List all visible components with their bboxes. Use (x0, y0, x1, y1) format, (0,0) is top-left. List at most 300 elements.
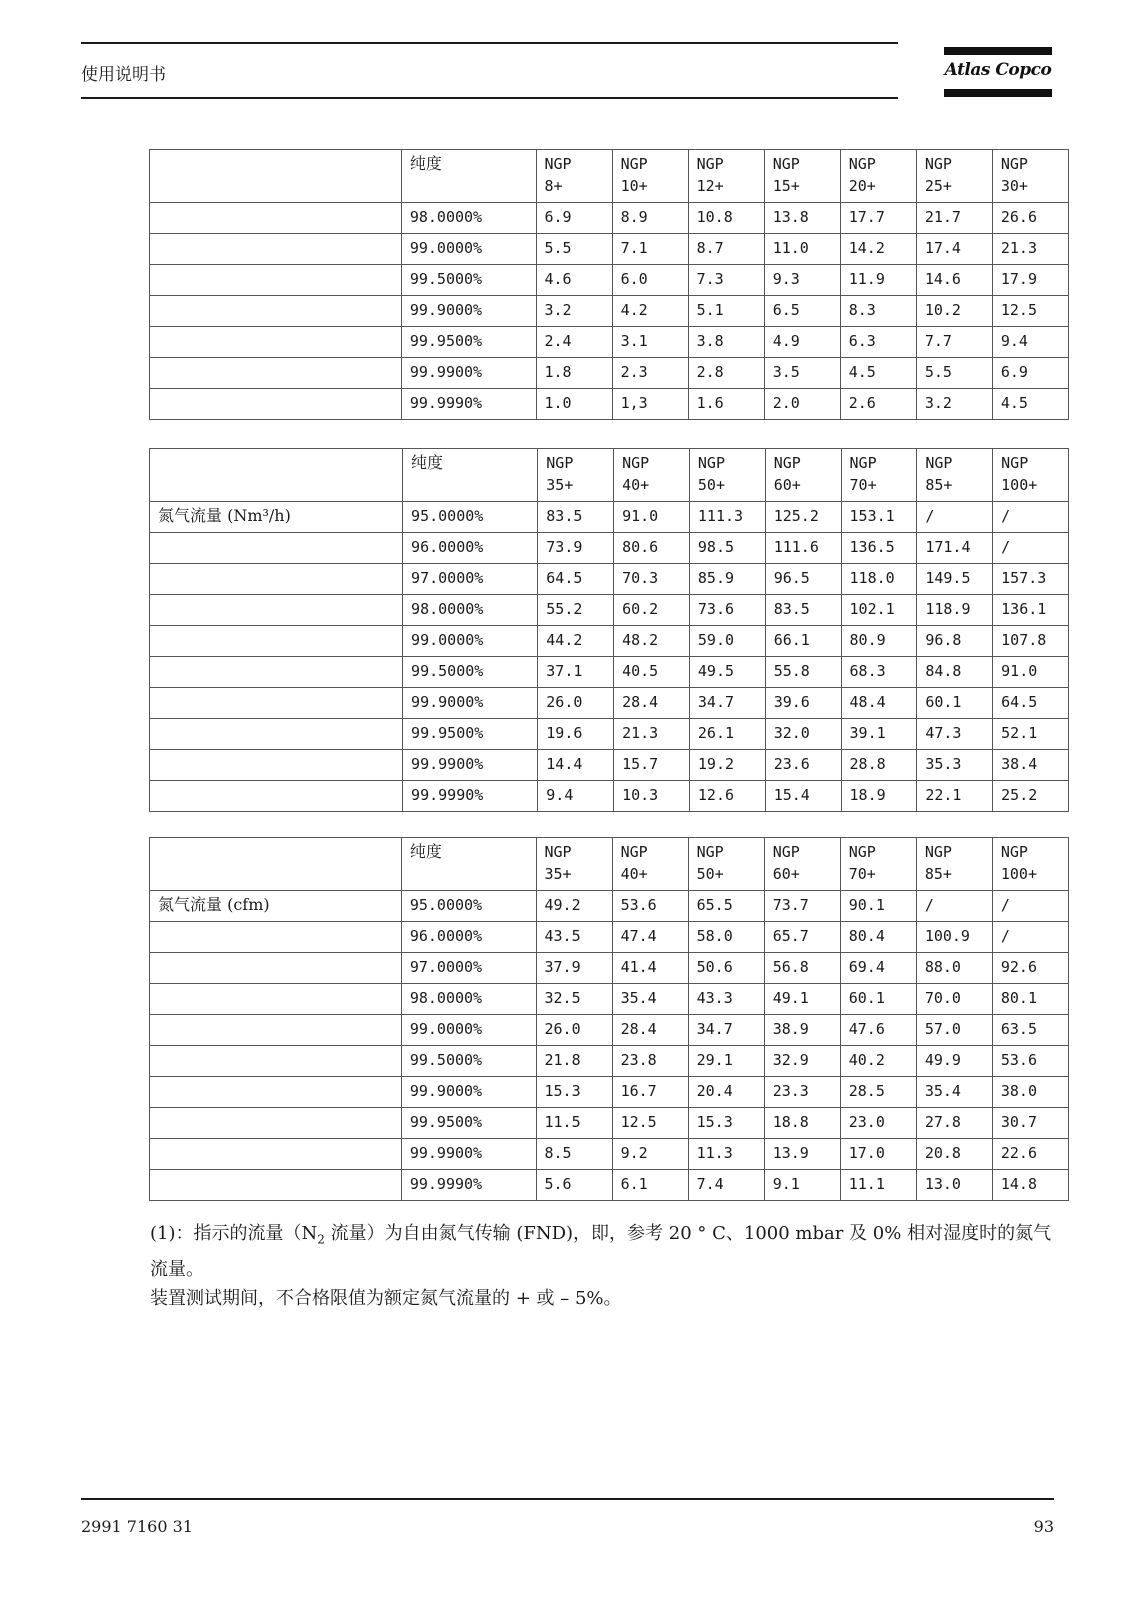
flow-value-cell: 125.2 (765, 502, 841, 533)
flow-value-cell: 32.5 (536, 984, 612, 1015)
flow-value-cell: 91.0 (993, 657, 1069, 688)
table-row (150, 265, 1069, 296)
flow-value-cell: 48.4 (841, 688, 917, 719)
flow-value-cell: 28.4 (614, 688, 690, 719)
flow-value-cell: 9.2 (612, 1139, 688, 1170)
flow-value-cell: 25.2 (993, 781, 1069, 812)
flow-value-cell: 111.3 (689, 502, 765, 533)
row-label-cell (150, 203, 402, 234)
flow-value-cell: 41.4 (612, 953, 688, 984)
flow-value-cell: 83.5 (765, 595, 841, 626)
flow-value-cell: 38.4 (993, 750, 1069, 781)
flow-value-cell: 48.2 (614, 626, 690, 657)
model-header-cell: NGP 70+ (841, 449, 917, 502)
flow-value-cell: 38.0 (992, 1077, 1068, 1108)
flow-value-cell: 12.5 (992, 296, 1068, 327)
purity-cell: 99.9000% (401, 1077, 536, 1108)
model-header-cell: NGP 15+ (764, 150, 840, 203)
flow-value-cell: 6.1 (612, 1170, 688, 1201)
table-row (150, 1046, 1069, 1077)
row-label-cell (150, 984, 402, 1015)
flow-value-cell: 83.5 (538, 502, 614, 533)
table-body (150, 150, 1069, 420)
purity-cell: 99.9500% (401, 1108, 536, 1139)
model-header-cell: NGP 30+ (992, 150, 1068, 203)
row-label-cell (150, 358, 402, 389)
flow-value-cell: 47.6 (840, 1015, 916, 1046)
flow-value-cell: 6.9 (992, 358, 1068, 389)
flow-value-cell: 50.6 (688, 953, 764, 984)
flow-value-cell: 4.5 (840, 358, 916, 389)
flow-value-cell: 6.5 (764, 296, 840, 327)
flow-value-cell: 157.3 (993, 564, 1069, 595)
document-number: 2991 7160 31 (81, 1517, 193, 1536)
row-label-cell (150, 750, 403, 781)
purity-cell: 98.0000% (401, 203, 536, 234)
flow-value-cell: 53.6 (612, 891, 688, 922)
flow-value-cell: 149.5 (917, 564, 993, 595)
purity-cell: 99.9900% (401, 358, 536, 389)
flow-value-cell: 3.2 (916, 389, 992, 420)
footnote-tolerance: 装置测试期间，不合格限值为额定氮气流量的 + 或 – 5%。 (150, 1288, 622, 1309)
model-header-cell: NGP 35+ (536, 838, 612, 891)
flow-value-cell: 7.1 (612, 234, 688, 265)
logo-bar-top (944, 47, 1052, 55)
flow-value-cell: 153.1 (841, 502, 917, 533)
flow-value-cell: 65.7 (764, 922, 840, 953)
flow-value-cell: 52.1 (993, 719, 1069, 750)
flow-value-cell: 64.5 (993, 688, 1069, 719)
row-label-cell (150, 1139, 402, 1170)
model-header-cell: NGP 100+ (993, 449, 1069, 502)
model-header-cell: NGP 20+ (840, 150, 916, 203)
flow-value-cell: 70.0 (916, 984, 992, 1015)
flow-value-cell: 60.1 (840, 984, 916, 1015)
flow-value-cell: 23.0 (840, 1108, 916, 1139)
table-row (150, 1170, 1069, 1201)
note-subscript: 2 (317, 1232, 325, 1247)
flow-value-cell: 19.6 (538, 719, 614, 750)
purity-cell: 99.0000% (401, 1015, 536, 1046)
purity-cell: 99.9500% (401, 327, 536, 358)
row-label-cell: 氮气流量 (cfm) (150, 891, 402, 922)
flow-value-cell: 56.8 (764, 953, 840, 984)
flow-value-cell: 3.1 (612, 327, 688, 358)
flow-value-cell: 13.8 (764, 203, 840, 234)
note-text: 流量）为自由氮气传输 (FND)，即，参考 20 ° C、1000 mbar 及 0% 相对湿度时的氮气流量。 (150, 1223, 1052, 1280)
flow-value-cell: 2.3 (612, 358, 688, 389)
flow-value-cell: 1.6 (688, 389, 764, 420)
flow-value-cell: 35.4 (916, 1077, 992, 1108)
row-label-cell (150, 781, 403, 812)
flow-value-cell: / (992, 922, 1068, 953)
flow-value-cell: 28.5 (840, 1077, 916, 1108)
page-number: 93 (1033, 1517, 1054, 1536)
flow-value-cell: 14.8 (992, 1170, 1068, 1201)
flow-value-cell: 26.6 (992, 203, 1068, 234)
flow-value-cell: 60.1 (917, 688, 993, 719)
table-row (150, 781, 1069, 812)
purity-cell: 99.9900% (403, 750, 538, 781)
flow-value-cell: 2.4 (536, 327, 612, 358)
flow-value-cell: 18.9 (841, 781, 917, 812)
flow-value-cell: 4.5 (992, 389, 1068, 420)
flow-value-cell: 18.8 (764, 1108, 840, 1139)
footer-rule (81, 1498, 1054, 1500)
flow-value-cell: / (917, 502, 993, 533)
row-label-cell (150, 688, 403, 719)
purity-cell: 99.9900% (401, 1139, 536, 1170)
flow-value-cell: 3.5 (764, 358, 840, 389)
flow-value-cell: 91.0 (614, 502, 690, 533)
flow-value-cell: 47.4 (612, 922, 688, 953)
flow-value-cell: / (916, 891, 992, 922)
flow-value-cell: 8.9 (612, 203, 688, 234)
flow-value-cell: 1,3 (612, 389, 688, 420)
flow-value-cell: / (992, 891, 1068, 922)
header-blank-cell (150, 150, 402, 203)
purity-cell: 99.9990% (401, 389, 536, 420)
table-row (150, 1015, 1069, 1046)
row-label-cell (150, 595, 403, 626)
table-row (150, 922, 1069, 953)
flow-value-cell: 26.0 (536, 1015, 612, 1046)
flow-value-cell: 3.2 (536, 296, 612, 327)
flow-value-cell: 32.9 (764, 1046, 840, 1077)
flow-value-cell: 6.9 (536, 203, 612, 234)
flow-value-cell: 17.7 (840, 203, 916, 234)
table-row (150, 564, 1069, 595)
purity-cell: 96.0000% (401, 922, 536, 953)
header-rule-bottom (81, 97, 898, 99)
flow-value-cell: 98.5 (689, 533, 765, 564)
flow-value-cell: 11.3 (688, 1139, 764, 1170)
flow-value-cell: 8.5 (536, 1139, 612, 1170)
table-row (150, 389, 1069, 420)
table-row (150, 657, 1069, 688)
purity-cell: 99.9000% (401, 296, 536, 327)
flow-value-cell: 102.1 (841, 595, 917, 626)
flow-value-cell: 34.7 (689, 688, 765, 719)
purity-cell: 99.0000% (401, 234, 536, 265)
footnote-flow-definition (150, 1219, 1055, 1284)
flow-value-cell: 49.2 (536, 891, 612, 922)
flow-value-cell: 14.6 (916, 265, 992, 296)
model-header-cell: NGP 50+ (688, 838, 764, 891)
flow-value-cell: / (993, 502, 1069, 533)
model-header-cell: NGP 60+ (764, 838, 840, 891)
flow-value-cell: 21.8 (536, 1046, 612, 1077)
flow-value-cell: / (993, 533, 1069, 564)
purity-cell: 99.9500% (403, 719, 538, 750)
row-label-cell (150, 953, 402, 984)
flow-value-cell: 40.5 (614, 657, 690, 688)
model-header-cell: NGP 25+ (916, 150, 992, 203)
flow-value-cell: 23.3 (764, 1077, 840, 1108)
flow-value-cell: 1.0 (536, 389, 612, 420)
flow-value-cell: 7.4 (688, 1170, 764, 1201)
purity-cell: 99.0000% (403, 626, 538, 657)
purity-cell: 99.5000% (403, 657, 538, 688)
row-label-cell (150, 234, 402, 265)
model-header-cell: NGP 35+ (538, 449, 614, 502)
flow-value-cell: 28.8 (841, 750, 917, 781)
table-row (150, 953, 1069, 984)
flow-value-cell: 37.9 (536, 953, 612, 984)
model-header-cell: NGP 100+ (992, 838, 1068, 891)
flow-value-cell: 84.8 (917, 657, 993, 688)
header-title: 使用说明书 (81, 65, 166, 85)
flow-value-cell: 8.7 (688, 234, 764, 265)
table-row (150, 1077, 1069, 1108)
flow-value-cell: 13.9 (764, 1139, 840, 1170)
purity-header-cell: 纯度 (403, 449, 538, 502)
flow-value-cell: 26.1 (689, 719, 765, 750)
row-label-cell (150, 327, 402, 358)
flow-value-cell: 7.7 (916, 327, 992, 358)
flow-value-cell: 10.8 (688, 203, 764, 234)
flow-value-cell: 35.4 (612, 984, 688, 1015)
flow-value-cell: 5.5 (916, 358, 992, 389)
header-blank-cell (150, 838, 402, 891)
flow-value-cell: 70.3 (614, 564, 690, 595)
flow-value-cell: 5.5 (536, 234, 612, 265)
flow-value-cell: 66.1 (765, 626, 841, 657)
flow-value-cell: 69.4 (840, 953, 916, 984)
flow-value-cell: 6.3 (840, 327, 916, 358)
flow-value-cell: 9.3 (764, 265, 840, 296)
table-row (150, 1139, 1069, 1170)
flow-value-cell: 55.8 (765, 657, 841, 688)
flow-value-cell: 80.4 (840, 922, 916, 953)
model-header-cell: NGP 8+ (536, 150, 612, 203)
flow-value-cell: 58.0 (688, 922, 764, 953)
table-row (150, 327, 1069, 358)
flow-value-cell: 27.8 (916, 1108, 992, 1139)
row-label-cell (150, 265, 402, 296)
table-header-row (150, 838, 1069, 891)
atlas-copco-logo (944, 47, 1052, 99)
flow-value-cell: 57.0 (916, 1015, 992, 1046)
model-header-cell: NGP 85+ (916, 838, 992, 891)
purity-cell: 99.9000% (403, 688, 538, 719)
flow-value-cell: 5.6 (536, 1170, 612, 1201)
model-header-cell: NGP 50+ (689, 449, 765, 502)
purity-cell: 95.0000% (401, 891, 536, 922)
flow-value-cell: 10.2 (916, 296, 992, 327)
flow-value-cell: 17.0 (840, 1139, 916, 1170)
flow-value-cell: 21.3 (614, 719, 690, 750)
row-label-cell (150, 1046, 402, 1077)
flow-value-cell: 100.9 (916, 922, 992, 953)
flow-value-cell: 22.1 (917, 781, 993, 812)
flow-value-cell: 136.1 (993, 595, 1069, 626)
flow-value-cell: 3.8 (688, 327, 764, 358)
flow-value-cell: 14.2 (840, 234, 916, 265)
model-header-cell: NGP 85+ (917, 449, 993, 502)
table-row (150, 296, 1069, 327)
table-header-row (150, 150, 1069, 203)
flow-table-cfm (149, 837, 1069, 1201)
flow-value-cell: 4.6 (536, 265, 612, 296)
flow-value-cell: 26.0 (538, 688, 614, 719)
table-row (150, 502, 1069, 533)
table-row (150, 750, 1069, 781)
flow-value-cell: 32.0 (765, 719, 841, 750)
flow-value-cell: 4.9 (764, 327, 840, 358)
flow-value-cell: 37.1 (538, 657, 614, 688)
flow-value-cell: 43.5 (536, 922, 612, 953)
flow-value-cell: 38.9 (764, 1015, 840, 1046)
row-label-cell (150, 296, 402, 327)
flow-value-cell: 63.5 (992, 1015, 1068, 1046)
table-row (150, 533, 1069, 564)
purity-table-ngp-8-30 (149, 149, 1069, 420)
flow-value-cell: 118.9 (917, 595, 993, 626)
flow-value-cell: 53.6 (992, 1046, 1068, 1077)
flow-value-cell: 2.6 (840, 389, 916, 420)
flow-value-cell: 16.7 (612, 1077, 688, 1108)
flow-value-cell: 88.0 (916, 953, 992, 984)
flow-value-cell: 20.4 (688, 1077, 764, 1108)
model-header-cell: NGP 40+ (612, 838, 688, 891)
flow-value-cell: 35.3 (917, 750, 993, 781)
flow-value-cell: 8.3 (840, 296, 916, 327)
flow-value-cell: 73.7 (764, 891, 840, 922)
purity-cell: 98.0000% (401, 984, 536, 1015)
flow-value-cell: 7.3 (688, 265, 764, 296)
flow-value-cell: 39.6 (765, 688, 841, 719)
row-label-cell (150, 1015, 402, 1046)
table-row (150, 358, 1069, 389)
flow-value-cell: 55.2 (538, 595, 614, 626)
flow-value-cell: 15.7 (614, 750, 690, 781)
flow-value-cell: 23.8 (612, 1046, 688, 1077)
flow-value-cell: 73.9 (538, 533, 614, 564)
flow-value-cell: 73.6 (689, 595, 765, 626)
flow-value-cell: 28.4 (612, 1015, 688, 1046)
table-row (150, 688, 1069, 719)
row-label-cell (150, 1077, 402, 1108)
flow-value-cell: 21.7 (916, 203, 992, 234)
logo-bar-bottom (944, 89, 1052, 97)
flow-value-cell: 29.1 (688, 1046, 764, 1077)
flow-value-cell: 11.1 (840, 1170, 916, 1201)
purity-cell: 98.0000% (403, 595, 538, 626)
table-row (150, 203, 1069, 234)
flow-value-cell: 17.4 (916, 234, 992, 265)
table-row (150, 626, 1069, 657)
row-label-cell (150, 719, 403, 750)
flow-value-cell: 1.8 (536, 358, 612, 389)
flow-value-cell: 49.5 (689, 657, 765, 688)
purity-cell: 99.5000% (401, 1046, 536, 1077)
flow-value-cell: 49.1 (764, 984, 840, 1015)
flow-value-cell: 34.7 (688, 1015, 764, 1046)
flow-value-cell: 14.4 (538, 750, 614, 781)
flow-value-cell: 15.3 (536, 1077, 612, 1108)
row-label-cell (150, 1170, 402, 1201)
flow-value-cell: 11.0 (764, 234, 840, 265)
flow-value-cell: 15.3 (688, 1108, 764, 1139)
flow-value-cell: 4.2 (612, 296, 688, 327)
flow-value-cell: 13.0 (916, 1170, 992, 1201)
flow-value-cell: 20.8 (916, 1139, 992, 1170)
flow-value-cell: 2.0 (764, 389, 840, 420)
table-row (150, 595, 1069, 626)
note-text: (1)：指示的流量（N (150, 1223, 318, 1244)
purity-header-cell: 纯度 (401, 150, 536, 203)
model-header-cell: NGP 60+ (765, 449, 841, 502)
flow-value-cell: 9.1 (764, 1170, 840, 1201)
purity-cell: 99.5000% (401, 265, 536, 296)
flow-value-cell: 96.8 (917, 626, 993, 657)
model-header-cell: NGP 40+ (614, 449, 690, 502)
flow-value-cell: 44.2 (538, 626, 614, 657)
flow-value-cell: 118.0 (841, 564, 917, 595)
header-rule-top (81, 42, 898, 44)
purity-cell: 97.0000% (403, 564, 538, 595)
flow-value-cell: 60.2 (614, 595, 690, 626)
table-body (150, 838, 1069, 1201)
table-row (150, 891, 1069, 922)
flow-value-cell: 40.2 (840, 1046, 916, 1077)
flow-value-cell: 107.8 (993, 626, 1069, 657)
purity-cell: 96.0000% (403, 533, 538, 564)
table-row (150, 234, 1069, 265)
flow-value-cell: 96.5 (765, 564, 841, 595)
row-label-cell (150, 533, 403, 564)
row-label-cell (150, 657, 403, 688)
flow-value-cell: 22.6 (992, 1139, 1068, 1170)
flow-value-cell: 80.6 (614, 533, 690, 564)
flow-value-cell: 9.4 (992, 327, 1068, 358)
flow-value-cell: 80.1 (992, 984, 1068, 1015)
purity-cell: 95.0000% (403, 502, 538, 533)
flow-value-cell: 80.9 (841, 626, 917, 657)
flow-value-cell: 49.9 (916, 1046, 992, 1077)
row-label-cell (150, 389, 402, 420)
flow-value-cell: 9.4 (538, 781, 614, 812)
purity-cell: 97.0000% (401, 953, 536, 984)
flow-value-cell: 90.1 (840, 891, 916, 922)
table-row (150, 984, 1069, 1015)
flow-value-cell: 15.4 (765, 781, 841, 812)
flow-value-cell: 171.4 (917, 533, 993, 564)
row-label-cell (150, 626, 403, 657)
flow-value-cell: 11.5 (536, 1108, 612, 1139)
flow-value-cell: 39.1 (841, 719, 917, 750)
flow-value-cell: 23.6 (765, 750, 841, 781)
flow-value-cell: 59.0 (689, 626, 765, 657)
row-label-cell (150, 1108, 402, 1139)
table-row (150, 719, 1069, 750)
purity-header-cell: 纯度 (401, 838, 536, 891)
model-header-cell: NGP 12+ (688, 150, 764, 203)
flow-value-cell: 5.1 (688, 296, 764, 327)
flow-value-cell: 21.3 (992, 234, 1068, 265)
flow-value-cell: 19.2 (689, 750, 765, 781)
logo-text: Atlas Copco (944, 60, 1052, 80)
flow-value-cell: 12.6 (689, 781, 765, 812)
purity-cell: 99.9990% (403, 781, 538, 812)
model-header-cell: NGP 70+ (840, 838, 916, 891)
flow-value-cell: 12.5 (612, 1108, 688, 1139)
table-body (150, 449, 1069, 812)
row-label-cell: 氮气流量 (Nm³/h) (150, 502, 403, 533)
flow-value-cell: 43.3 (688, 984, 764, 1015)
header-blank-cell (150, 449, 403, 502)
